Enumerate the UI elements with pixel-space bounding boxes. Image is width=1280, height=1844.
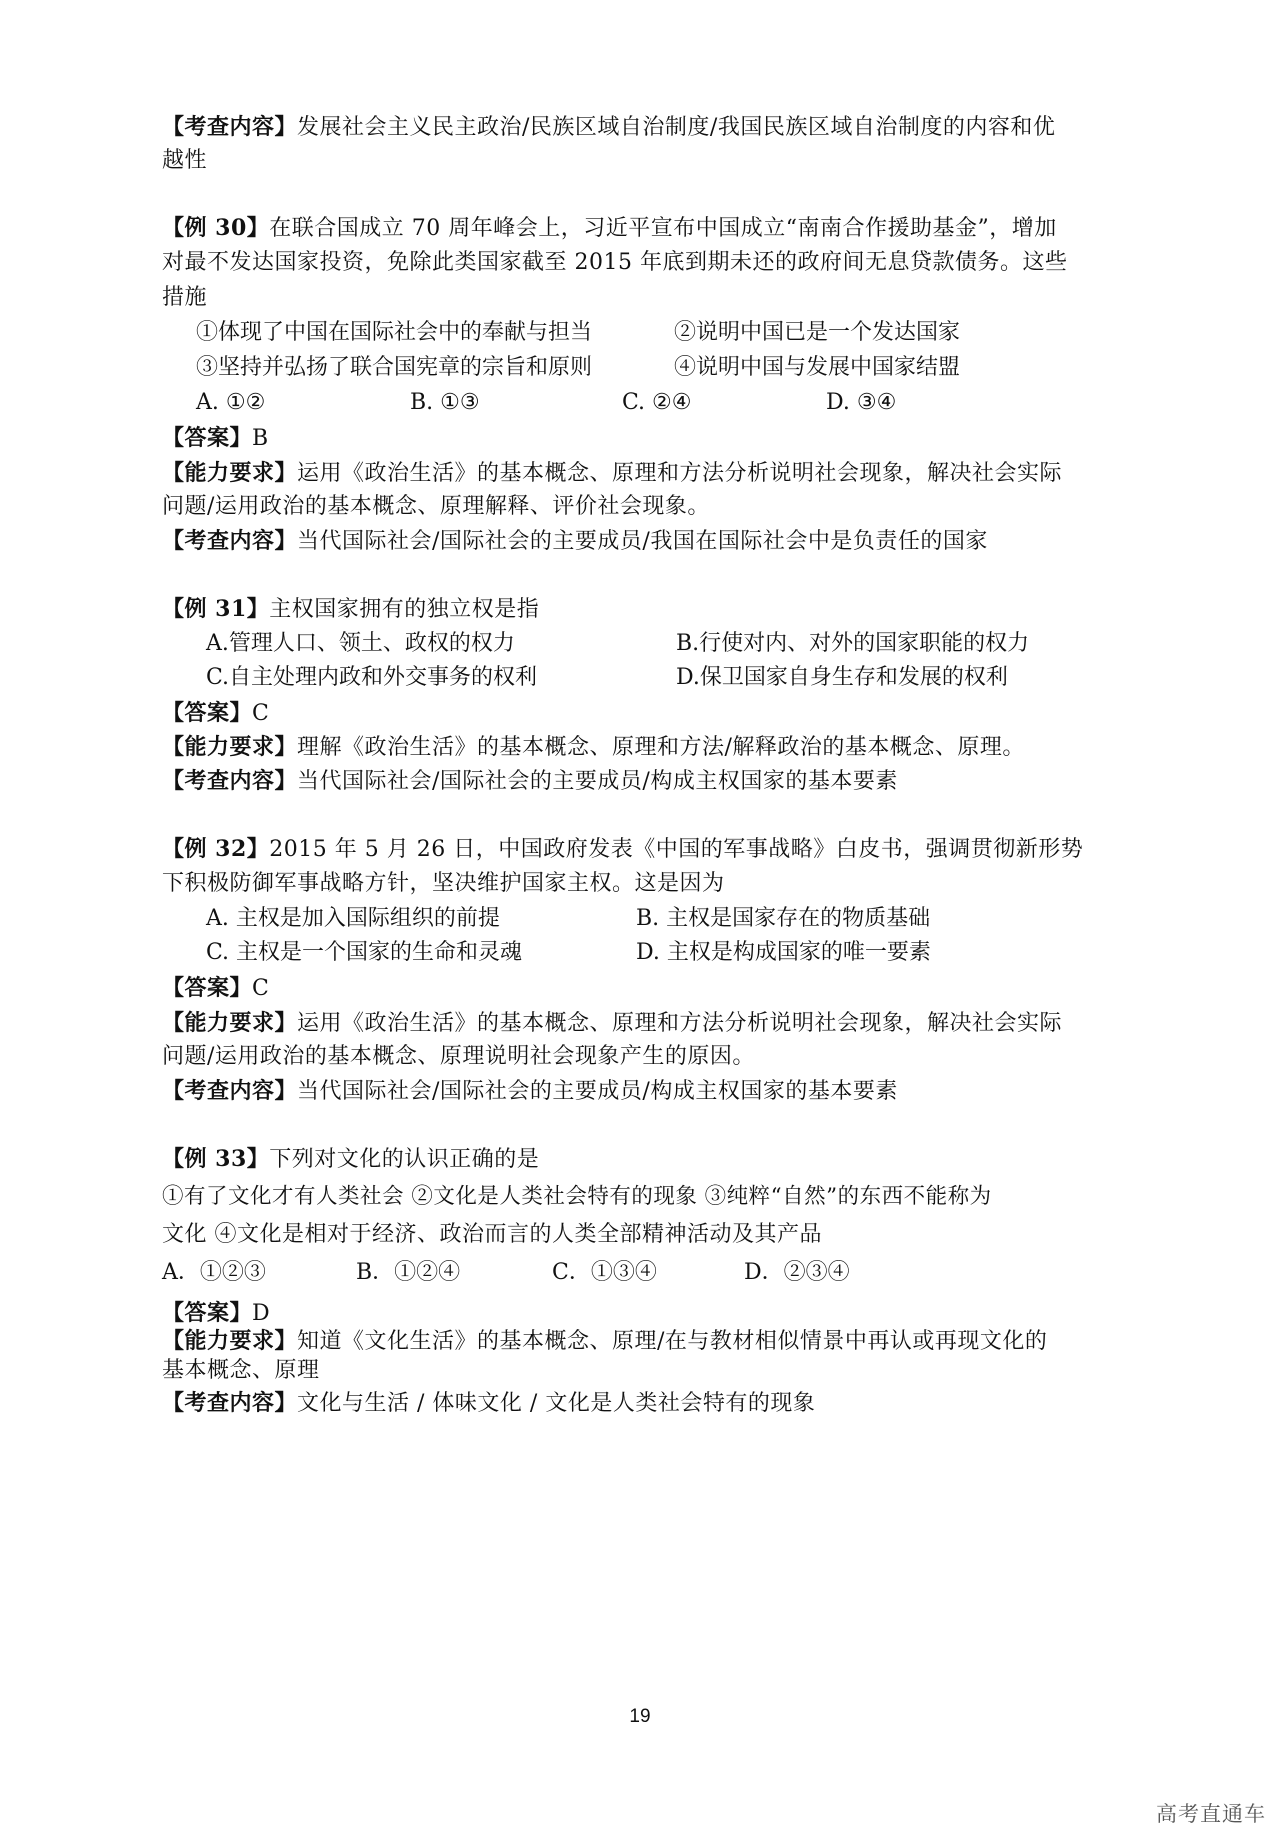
content-text: 当代国际社会/国际社会的主要成员/构成主权国家的基本要素 (297, 769, 898, 794)
question-30-statement-2: ②说明中国已是一个发达国家 (674, 320, 961, 345)
question-32-option-b: B. 主权是国家存在的物质基础 (636, 906, 931, 931)
content-tag: 【考查内容】 (162, 114, 298, 140)
content-line (162, 112, 1055, 143)
content-tag: 【考查内容】 (162, 768, 298, 794)
question-31-option-a: A.管理人口、领土、政权的权力 (206, 631, 515, 656)
question-32-tag: 【例 32】 (162, 836, 270, 862)
question-31-text: 主权国家拥有的独立权是指 (269, 597, 540, 622)
answer-tag: 【答案】 (162, 425, 253, 451)
answer-tag: 【答案】 (162, 700, 253, 726)
question-31-option-b: B.行使对内、对外的国家职能的权力 (676, 631, 1030, 656)
answer-value: C (252, 976, 270, 1001)
question-30-text: 在联合国成立 70 周年峰会上，习近平宣布中国成立“南南合作援助基金”，增加 (269, 216, 1057, 241)
question-31-option-d: D.保卫国家自身生存和发展的权利 (676, 665, 1008, 690)
question-31-ability (162, 732, 1025, 763)
question-33-option-d: D．②③④ (744, 1260, 850, 1285)
ability-text: 知道《文化生活》的基本概念、原理/在与教材相似情景中再认或再现文化的 (297, 1329, 1048, 1354)
question-31-stem (162, 594, 539, 625)
question-30-answer (162, 423, 269, 454)
question-30-ability-line2: 问题/运用政治的基本概念、原理解释、评价社会现象。 (162, 494, 710, 519)
question-33-option-c: C．①③④ (552, 1260, 657, 1285)
content-text: 发展社会主义民主政治/民族区域自治制度/我国民族区域自治制度的内容和优 (297, 115, 1056, 140)
question-30-option-a: A. ①② (196, 390, 266, 415)
question-33-option-a: A．①②③ (162, 1260, 266, 1285)
ability-text: 理解《政治生活》的基本概念、原理和方法/解释政治的基本概念、原理。 (297, 735, 1025, 760)
content-text: 当代国际社会/国际社会的主要成员/我国在国际社会中是负责任的国家 (297, 529, 988, 554)
ability-text: 运用《政治生活》的基本概念、原理和方法分析说明社会现象，解决社会实际 (297, 461, 1063, 486)
question-32-answer (162, 973, 269, 1004)
page-number: 19 (629, 1706, 651, 1727)
question-30-ability (162, 458, 1062, 489)
question-33-ability (162, 1326, 1047, 1357)
question-33-text: 下列对文化的认识正确的是 (269, 1147, 540, 1172)
question-32-stem (162, 834, 1083, 865)
content-text: 当代国际社会/国际社会的主要成员/构成主权国家的基本要素 (297, 1079, 898, 1104)
question-30-statement-3: ③坚持并弘扬了联合国宪章的宗旨和原则 (196, 355, 593, 380)
question-33-option-b: B．①②④ (356, 1260, 461, 1285)
question-31-content (162, 766, 898, 797)
ability-tag: 【能力要求】 (162, 734, 298, 760)
answer-value: C (252, 701, 270, 726)
question-31-answer (162, 698, 269, 729)
ability-text: 运用《政治生活》的基本概念、原理和方法分析说明社会现象，解决社会实际 (297, 1011, 1063, 1036)
ability-tag: 【能力要求】 (162, 1328, 298, 1354)
question-31-option-c: C.自主处理内政和外交事务的权利 (206, 665, 538, 690)
question-30-option-c: C. ②④ (622, 390, 692, 415)
question-30-stem (162, 213, 1057, 244)
question-33-tag: 【例 33】 (162, 1146, 270, 1172)
question-33-content (162, 1388, 815, 1419)
question-30-stem-line2: 对最不发达国家投资，免除此类国家截至 2015 年底到期未还的政府间无息贷款债务。这些 (162, 250, 1068, 275)
question-30-option-b: B. ①③ (410, 390, 480, 415)
watermark: 高考直通车 (1156, 1802, 1266, 1826)
question-32-text: 2015 年 5 月 26 日，中国政府发表《中国的军事战略》白皮书，强调贯彻新形势 (269, 837, 1084, 862)
question-33-stem (162, 1144, 539, 1175)
answer-tag: 【答案】 (162, 1300, 253, 1326)
question-30-content (162, 526, 988, 557)
content-tag: 【考查内容】 (162, 528, 298, 554)
question-33-statements: ①有了文化才有人类社会 ②文化是人类社会特有的现象 ③纯粹“自然”的东西不能称为 (162, 1184, 992, 1209)
question-32-ability (162, 1008, 1062, 1039)
question-32-stem-line2: 下积极防御军事战略方针，坚决维护国家主权。这是因为 (162, 871, 725, 896)
question-30-tag: 【例 30】 (162, 215, 270, 241)
question-33-answer (162, 1298, 270, 1329)
answer-value: B (252, 426, 269, 451)
question-30-option-d: D. ③④ (826, 390, 897, 415)
question-33-statements-line2: 文化 ④文化是相对于经济、政治而言的人类全部精神活动及其产品 (162, 1222, 822, 1247)
content-text: 文化与生活 / 体味文化 / 文化是人类社会特有的现象 (297, 1391, 816, 1416)
question-32-option-d: D. 主权是构成国家的唯一要素 (636, 940, 931, 965)
question-32-option-a: A. 主权是加入国际组织的前提 (206, 906, 500, 931)
content-tag: 【考查内容】 (162, 1078, 298, 1104)
question-33-ability-line2: 基本概念、原理 (162, 1358, 320, 1383)
question-30-statement-1: ①体现了中国在国际社会中的奉献与担当 (196, 320, 593, 345)
question-30-statement-4: ④说明中国与发展中国家结盟 (674, 355, 961, 380)
content-line-cont: 越性 (162, 148, 208, 173)
answer-tag: 【答案】 (162, 975, 253, 1001)
content-tag: 【考查内容】 (162, 1390, 298, 1416)
question-32-ability-line2: 问题/运用政治的基本概念、原理说明社会现象产生的原因。 (162, 1044, 755, 1069)
question-32-content (162, 1076, 898, 1107)
ability-tag: 【能力要求】 (162, 1010, 298, 1036)
answer-value: D (252, 1301, 271, 1326)
question-30-stem-line3: 措施 (162, 285, 208, 310)
question-31-tag: 【例 31】 (162, 596, 270, 622)
ability-tag: 【能力要求】 (162, 460, 298, 486)
question-32-option-c: C. 主权是一个国家的生命和灵魂 (206, 940, 523, 965)
